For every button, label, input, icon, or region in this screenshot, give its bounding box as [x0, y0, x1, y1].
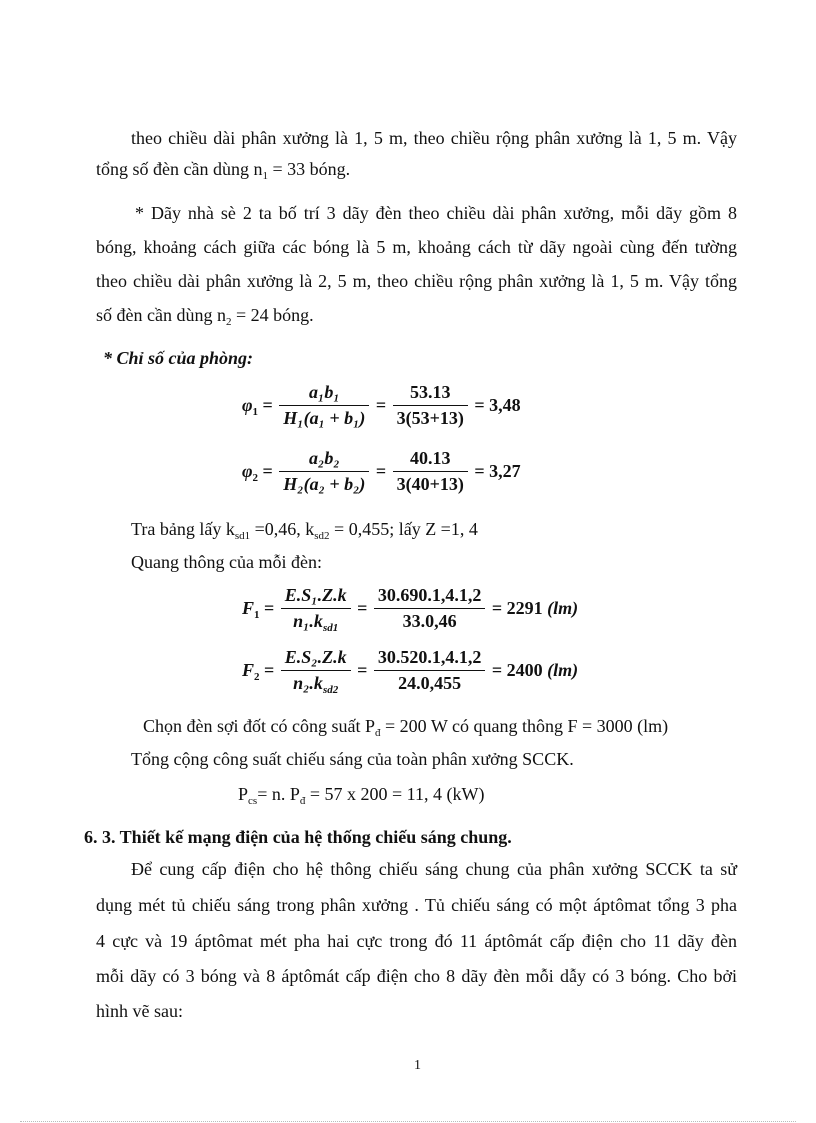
equation-phi1: $\varphi_1$ = $\frac{\text{a₁b₁}}{\text{H₁(a₁ + b₁)}}$ = $\frac{53.13}{3(53+13)}$ = 3,48 — [242, 382, 521, 428]
equation-f2: $F_2$ = $\frac{\text{E.S₂.Z.k}}{n_2.k_{sd2}}$ = $\frac{30.520.1,4.1,2}{24.0,455}$ = 2400 (lm) — [242, 647, 579, 696]
paragraph-line: 4 cực và 19 áptômat mét pha hai cực trong đó 11 áptômát cấp điện cho 11 dãy đèn — [96, 931, 737, 951]
paragraph-line: Tra bảng lấy $k_{sd1} =0,46$, $k_{sd2} = 0,455$; lấy Z =1, 4 — [131, 519, 478, 542]
paragraph-line: tổng số đèn cần dùng $n_1 = 33$ bóng. — [96, 159, 351, 182]
paragraph-line: hình vẽ sau: — [96, 1001, 183, 1021]
paragraph-line: Tổng cộng công suất chiếu sáng của toàn phân xưởng SCCK. — [131, 749, 574, 769]
formula-line: $P_{cs}= n$. $P_đ = 57$ x 200 = 11, 4 (kW) — [238, 784, 485, 807]
section-subheading: * Chỉ số của phòng: — [103, 348, 254, 368]
equation-phi2: $\varphi_2$ = $\frac{\text{a₂b₂}}{\text{H₂(a₂ + b₂)}}$ = $\frac{40.13}{3(40+13)}$ = 3,27 — [242, 448, 521, 494]
paragraph-line: bóng, khoảng cách giữa các bóng là 5 m, khoảng cách từ dãy ngoài cùng đến tường — [96, 237, 737, 257]
paragraph-line: theo chiều dài phân xưởng là 1, 5 m, theo chiều rộng phân xưởng là 1, 5 m. Vậy — [131, 128, 737, 148]
paragraph-line: dụng mét tủ chiếu sáng trong phân xưởng . Tủ chiếu sáng có một áptômat tổng 3 pha — [96, 895, 737, 915]
paragraph-line: * Dãy nhà sè 2 ta bố trí 3 dãy đèn theo chiều dài phân xưởng, mỗi dãy gồm 8 — [135, 203, 737, 223]
paragraph-line: mỗi dãy có 3 bóng và 8 áptômát cấp điện cho 8 dãy đèn mỗi dẫy có 3 bóng. Cho bởi — [96, 966, 737, 986]
paragraph-line: Chọn đèn sợi đốt có công suất $P_đ = 200$ W có quang thông F = 3000 (lm) — [143, 716, 669, 739]
section-heading: 6. 3. Thiết kế mạng điện của hệ thống chiếu sáng chung. — [84, 827, 512, 847]
paragraph-line: Quang thông của mỗi đèn: — [131, 552, 322, 572]
paragraph-line: số đèn cần dùng $n_2 = 24$ bóng. — [96, 305, 314, 328]
paragraph-line: theo chiều dài phân xưởng là 2, 5 m, theo chiều rộng phân xưởng là 1, 5 m. Vậy tổng — [96, 271, 737, 291]
equation-f1: $F_1$ = $\frac{\text{E.S₁.Z.k}}{n_1.k_{sd1}}$ = $\frac{30.690.1,4.1,2}{33.0,46}$ = 2291 (lm) — [242, 585, 579, 634]
page-bottom-rule — [20, 1121, 796, 1122]
paragraph-line: Để cung cấp điện cho hệ thông chiếu sáng chung của phân xưởng SCCK ta sử — [131, 859, 737, 879]
page-number: 1 — [414, 1058, 421, 1073]
